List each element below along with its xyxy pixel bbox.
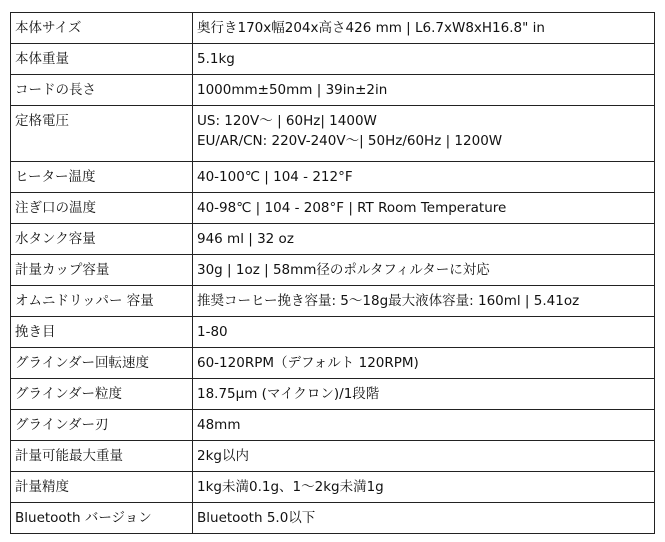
spec-row [11, 75, 655, 106]
spec-row [11, 224, 655, 255]
spec-row [11, 317, 655, 348]
spec-label: コードの長さ [11, 75, 193, 106]
spec-row [11, 193, 655, 224]
spec-label: グラインダー粒度 [11, 379, 193, 410]
spec-row [11, 503, 655, 534]
spec-label: 水タンク容量 [11, 224, 193, 255]
spec-row [11, 106, 655, 162]
spec-value: 1000mm±50mm | 39in±2in [193, 75, 655, 106]
spec-value: 18.75μm (マイクロン)/1段階 [193, 379, 655, 410]
spec-table [10, 12, 655, 534]
spec-value: 5.1kg [193, 44, 655, 75]
spec-label: 注ぎ口の温度 [11, 193, 193, 224]
spec-value-line: EU/AR/CN: 220V-240V～| 50Hz/60Hz | 1200W [197, 133, 503, 149]
spec-row [11, 472, 655, 503]
spec-row [11, 441, 655, 472]
spec-row [11, 162, 655, 193]
spec-value: 946 ml | 32 oz [193, 224, 655, 255]
spec-value: 1-80 [193, 317, 655, 348]
spec-label: 本体重量 [11, 44, 193, 75]
spec-value: 48mm [193, 410, 655, 441]
spec-label: グラインダー刃 [11, 410, 193, 441]
spec-value: 推奨コーヒー挽き容量: 5～18g最大液体容量: 160ml | 5.41oz [193, 286, 655, 317]
spec-row [11, 410, 655, 441]
spec-label: ヒーター温度 [11, 162, 193, 193]
spec-value-line: US: 120V～ | 60Hz| 1400W [197, 113, 377, 129]
spec-value: 奥行き170x幅204x高さ426 mm | L6.7xW8xH16.8" in [193, 13, 655, 44]
spec-row [11, 13, 655, 44]
spec-value [193, 106, 655, 162]
spec-label: 挽き目 [11, 317, 193, 348]
spec-value: 40-100℃ | 104 - 212°F [193, 162, 655, 193]
spec-row [11, 44, 655, 75]
spec-row [11, 379, 655, 410]
spec-label: 計量精度 [11, 472, 193, 503]
spec-value: 1kg未満0.1g、1～2kg未満1g [193, 472, 655, 503]
spec-row [11, 348, 655, 379]
spec-label: グラインダー回転速度 [11, 348, 193, 379]
spec-label: Bluetooth バージョン [11, 503, 193, 534]
spec-row [11, 286, 655, 317]
spec-value: Bluetooth 5.0以下 [193, 503, 655, 534]
spec-value: 2kg以内 [193, 441, 655, 472]
spec-label: 定格電圧 [11, 106, 193, 162]
spec-value: 30g | 1oz | 58mm径のポルタフィルターに対応 [193, 255, 655, 286]
spec-value: 40-98℃ | 104 - 208°F | RT Room Temperature [193, 193, 655, 224]
spec-label: 計量可能最大重量 [11, 441, 193, 472]
spec-label: 計量カップ容量 [11, 255, 193, 286]
spec-row [11, 255, 655, 286]
spec-label: オムニドリッパー 容量 [11, 286, 193, 317]
spec-label: 本体サイズ [11, 13, 193, 44]
spec-value: 60-120RPM（デフォルト 120RPM) [193, 348, 655, 379]
